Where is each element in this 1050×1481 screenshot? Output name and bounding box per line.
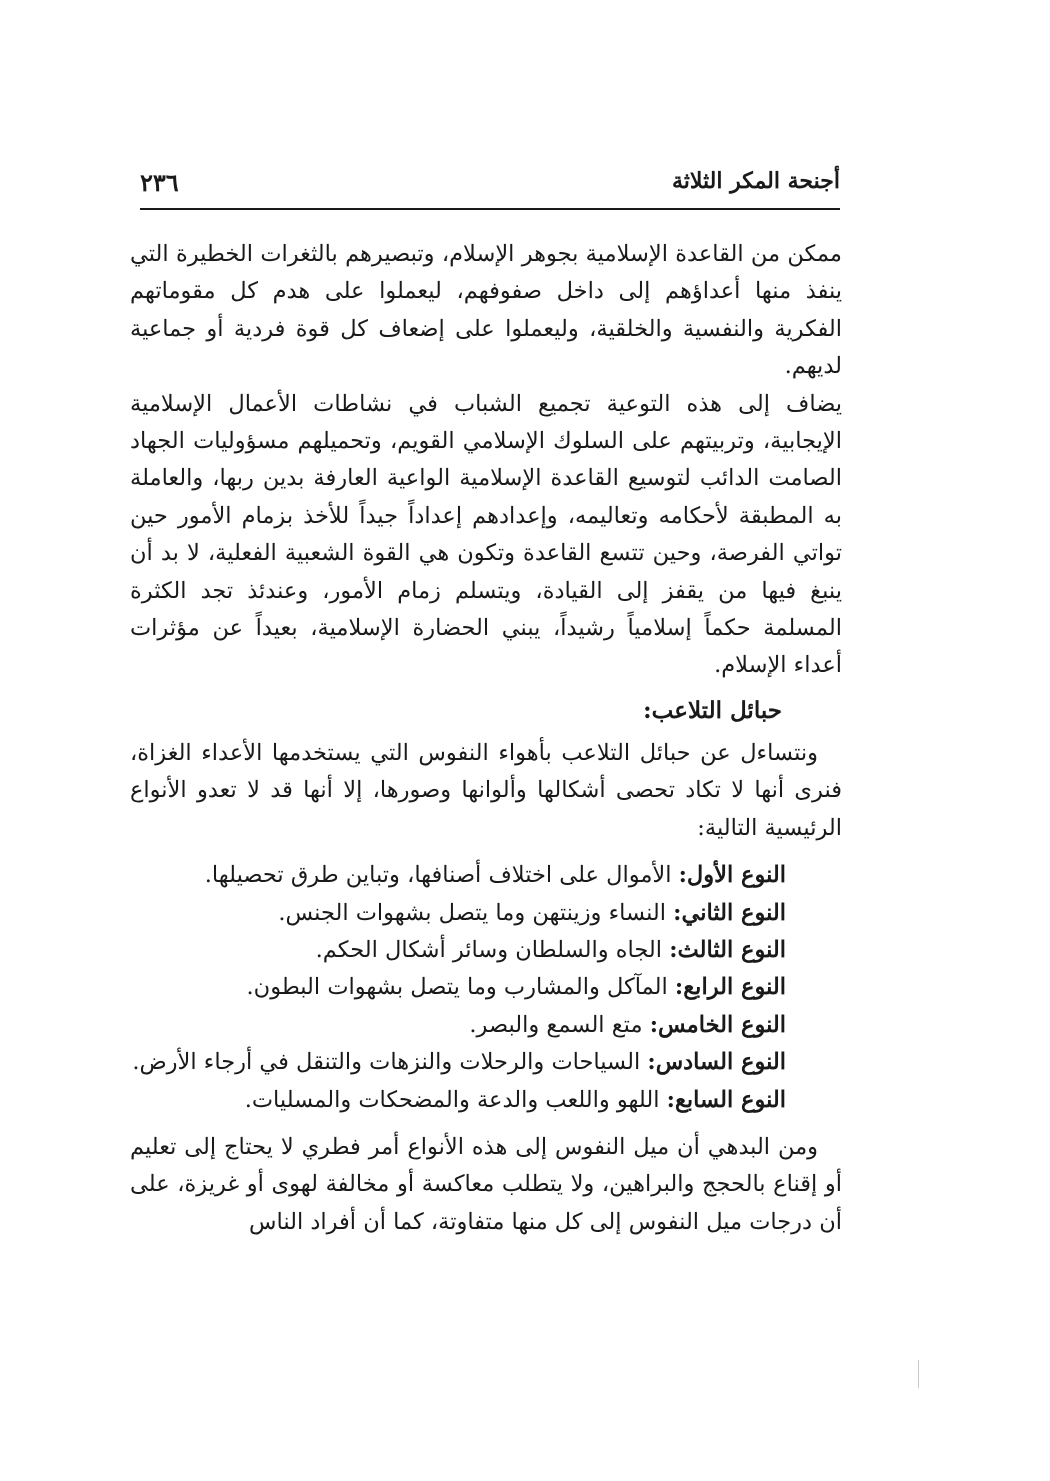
list-item-type-7 xyxy=(130,1082,842,1119)
type-text: الأموال على اختلاف أصنافها، وتباين طرق تحصيلها. xyxy=(204,862,672,889)
type-text: الجاه والسلطان وسائر أشكال الحكم. xyxy=(315,936,663,963)
list-item-type-5 xyxy=(130,1007,842,1044)
type-text: اللهو واللعب والدعة والمضحكات والمسليات. xyxy=(244,1086,660,1113)
list-item-type-3 xyxy=(130,932,842,969)
type-text: النساء وزينتهن وما يتصل بشهوات الجنس. xyxy=(278,899,666,926)
page-number: ٢٣٦ xyxy=(140,168,179,197)
type-label: النوع الثالث: xyxy=(669,936,786,963)
type-text: المآكل والمشارب وما يتصل بشهوات البطون. xyxy=(246,974,668,1001)
type-label: النوع السابع: xyxy=(666,1086,786,1113)
paragraph-intro: ونتساءل عن حبائل التلاعب بأهواء النفوس التي يستخدمها الأعداء الغزاة، فنرى أنها لا تكاد تحصى أشكالها وألوانها وصورها، إلا أنها قد لا تعدو الأنواع الرئيسية التالية: xyxy=(130,739,842,841)
margin-mark xyxy=(918,1360,919,1388)
type-text: السياحات والرحلات والنزهات والتنقل في أرجاء الأرض. xyxy=(132,1049,641,1076)
type-label: النوع الخامس: xyxy=(649,1011,786,1038)
section-heading: حبائل التلاعب: xyxy=(643,696,782,724)
paragraph-1: ممكن من القاعدة الإسلامية بجوهر الإسلام، وتبصيرهم بالثغرات الخطيرة التي ينفذ منها أعداؤهم إلى داخل صفوفهم، ليعملوا على هدم كل مقوماتهم الفكرية والنفسية والخلقية، وليعملوا على إضعاف كل قوة فردية أو جماعية لديهم. xyxy=(130,241,842,380)
types-list xyxy=(130,857,842,1119)
paragraph-2: يضاف إلى هذه التوعية تجميع الشباب في نشاطات الأعمال الإسلامية الإيجابية، وتربيتهم على السلوك الإسلامي القويم، وتحميلهم مسؤوليات الجهاد الصامت الدائب لتوسيع القاعدة الإسلامية الواعية العارفة بدين ربها، والعاملة به المطبقة لأحكامه وتعاليمه، وإعدادهم إعداداً جيداً للأخذ بزمام الأمور حين تواتي الفرصة، وحين تتسع القاعدة وتكون هي القوة الشعبية الفعلية، لا بد أن ينبغ فيها من يقفز إلى القيادة، ويتسلم زمام الأمور، وعندئذ تجد الكثرة المسلمة حكماً إسلامياً رشيداً، يبني الحضارة الإسلامية، بعيداً عن مؤثرات أعداء الإسلام. xyxy=(130,390,842,679)
page-body xyxy=(130,236,842,1241)
list-item-type-6 xyxy=(130,1044,842,1081)
list-item-type-1 xyxy=(130,857,842,894)
header-rule xyxy=(140,208,840,210)
paragraph-end: ومن البدهي أن ميل النفوس إلى هذه الأنواع أمر فطري لا يحتاج إلى تعليم أو إقناع بالحجج والبراهين، ولا يتطلب معاكسة أو مخالفة لهوى أو غريزة، على أن درجات ميل النفوس إلى كل منها متفاوتة، كما أن أفراد الناس xyxy=(130,1133,842,1235)
header-title: أجنحة المكر الثلاثة xyxy=(672,168,840,194)
running-header xyxy=(140,168,840,204)
list-item-type-4 xyxy=(130,969,842,1006)
type-label: النوع السادس: xyxy=(647,1049,786,1076)
list-item-type-2 xyxy=(130,895,842,932)
type-label: النوع الرابع: xyxy=(674,974,786,1001)
type-label: النوع الثاني: xyxy=(673,899,786,926)
type-text: متع السمع والبصر. xyxy=(469,1011,643,1038)
type-label: النوع الأول: xyxy=(678,862,786,889)
